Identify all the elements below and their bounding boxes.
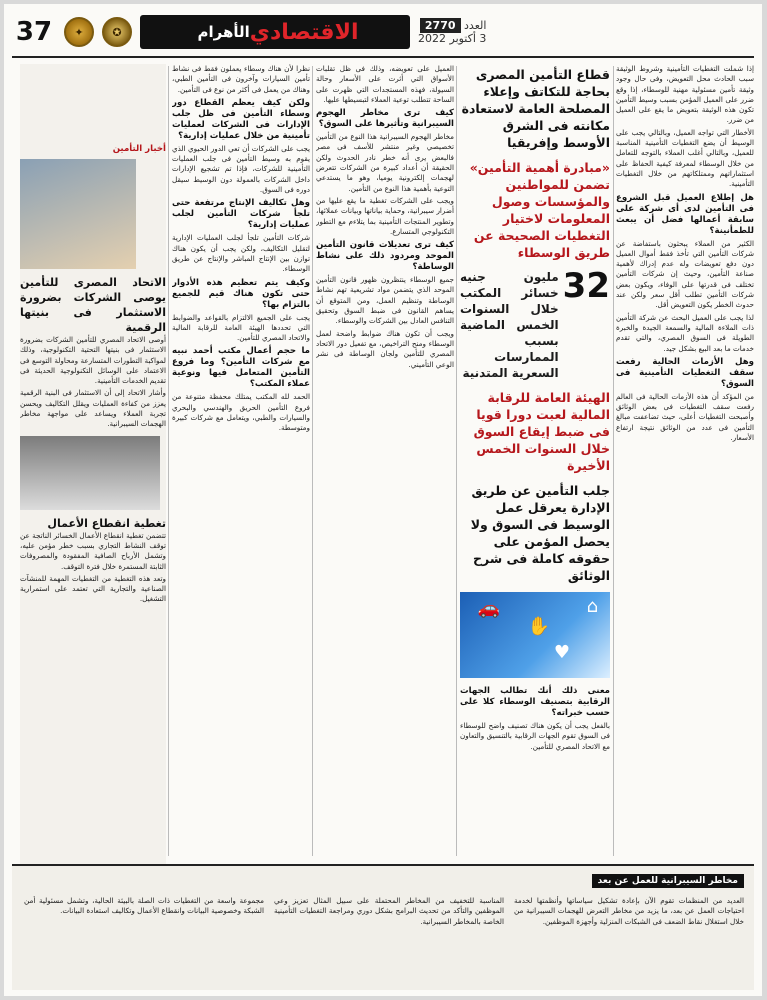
heart-icon: ♥ bbox=[553, 642, 570, 663]
paragraph: إذا شملت التغطيات التأمينية وشروط الوثيقة سبب الحادث محل التعويض، وفى حال وجود وثيقة تأمين مسئولية مهنية للوسطاء، إذا وقع ضرر على العميل المؤمن بسبب وسيط التأمين تكون هذه الوثيقة بتعويض ما يقع على العميل من ضرر. bbox=[616, 64, 754, 125]
paragraph: بالفعل يجب أن يكون هناك تصنيف واضح للوسطاء فى السوق تقوم الجهات الرقابية بالتنسيق والتعاون مع الاتحاد المصري للتأمين. bbox=[460, 721, 610, 751]
subheading: وهل الأزمات الحالية رفعت سقف التغطيات التأمينية فى السوق؟ bbox=[616, 356, 754, 389]
paragraph: يجب على الشركات أن تعي الدور الحيوي الذي يقوم به وسيط التأمين فى جلب العمليات التأمينية للشركات، فإذا تم تشجيع الإدارات داخل الشركات بالعمولة دون الوسيط سيقل دوره فى السوق. bbox=[172, 143, 310, 195]
subheading: ولكن كيف يعظم القطاع دور وسطاء التأمين فى ظل جلب الإدارات فى الشركات لعمليات تأمينية من خلال عمليات إدارية؟ bbox=[172, 97, 310, 141]
seal-icon: ✪ bbox=[102, 17, 132, 47]
paragraph: الأخطار التي تواجه العميل، وبالتالي يجب على الوسيط أن يضع التغطيات التأمينية المناسبة للعميل، وبالتالي أغلب العملاء بالتوجه للتعامل من خلال الوسطاء لمعرفة كيفية الحفاظ على استثماراتهم وممتلكاتهم من خلال التغطيات التأمينية. bbox=[616, 127, 754, 189]
paragraph: تتضمن تغطية انقطاع الأعمال الخسائر الناتجة عن توقف النشاط التجاري بسبب خطر مؤمن عليه، وتشمل الأرباح الصافية المفقودة والمصروفات الثابتة المستمرة خلال فترة التوقف. bbox=[20, 530, 166, 571]
paragraph: ويجب على الشركات تغطية ما يقع عليها من أضرار سيبرانية، وحماية بياناتها وبيانات عملائها، وتطوير المنتجات التأمينية بما يتلاءم مع التطور التكنولوجي المتسارع. bbox=[316, 195, 454, 236]
house-icon: ⌂ bbox=[586, 596, 598, 617]
paragraph: وتعد هذه التغطية من التغطيات المهمة للمنشآت الصناعية والتجارية التي تعتمد على استمرارية التشغيل. bbox=[20, 573, 166, 604]
subheading: وهل تكاليف الإنتاج مرتفعة حتى تلجأ شركات التأمين لجلب عمليات إدارية؟ bbox=[172, 198, 310, 231]
paragraph: شركات التأمين تلجأ لجلب العمليات الإدارية لتقليل التكاليف، ولكن يجب أن يكون هناك توازن بين الإنتاج المباشر والإنتاج عن طريق الوسطاء. bbox=[172, 233, 310, 274]
paragraph: جميع الوسطاء ينتظرون ظهور قانون التأمين الموحد الذي يتضمن مواد تشريعية تهم نشاط الوساطة وتنظيم العمل، ومن المتوقع أن يساهم القانون فى ضبط السوق وتحقيق التنافس العادل بين الشركات والوسطاء. bbox=[316, 275, 454, 326]
article-column-4 bbox=[172, 64, 310, 864]
paragraph: من المؤكد أن هذه الأزمات الحالية فى العالم رفعت سقف التغطيات فى بعض الوثائق وأصبحت التغطيات أعلى، حيث تضاعفت مبالغ التأمين فى عدد من الوثائق نتيجة ارتفاع الأسعار. bbox=[616, 391, 754, 443]
column-divider bbox=[312, 66, 313, 856]
logo-text: الاقتصادي bbox=[249, 19, 359, 45]
headline-initiative: «مبادرة أهمية التأمين» تضمن للمواطنين والمؤسسات وصول المعلومات لاختيار التغطيات الصحيحة عن طريق الوسطاء bbox=[469, 160, 610, 260]
paragraph: وأشار الاتحاد إلى أن الاستثمار فى البنية الرقمية يعزز من كفاءة العمليات ويقلل التكاليف ويحسن تجربة العملاء ويساعد على مواجهة مخاطر الهجمات السيبرانية. bbox=[20, 388, 166, 429]
subheading: كيف ترى مخاطر الهجوم السيبرانية وتأثيرها على السوق؟ bbox=[316, 108, 454, 130]
masthead bbox=[12, 10, 754, 54]
stat-callout bbox=[460, 266, 610, 381]
page-number: 37 bbox=[15, 17, 53, 47]
car-icon: 🚗 bbox=[477, 598, 500, 619]
paragraph: ويجب أن تكون هناك ضوابط واضحة لعمل الوسطاء ومنح التراخيص، مع تفعيل دور الاتحاد المصري للتأمين ولجان الوساطة فى نشر الوعي التأميني. bbox=[316, 328, 454, 369]
article-column-3 bbox=[316, 64, 454, 864]
column-divider bbox=[456, 66, 457, 856]
news-photo-1 bbox=[20, 159, 136, 269]
box-label: أخبار التأمين bbox=[112, 144, 166, 154]
stat-number: 32 bbox=[562, 266, 610, 306]
emblem-icon: ✦ bbox=[64, 17, 94, 47]
issue-number: 2770 bbox=[420, 18, 461, 33]
bottom-column-3: مجموعة واسعة من التغطيات ذات الصلة بالبيئة الحالية، وتشمل مسئولية أمن الشبكة وخصوصية البيانات وانقطاع الأعمال وتكاليف استعادة البيانات. bbox=[24, 896, 264, 916]
paragraph: أوصى الاتحاد المصري للتأمين الشركات بضرورة الاستثمار فى بنيتها التحتية التكنولوجية، وذلك لمواكبة التطورات المتسارعة ومحاولة التوسع فى الاعتماد على الوسائل التكنولوجية الحديثة فى تقديم الخدمات التأمينية. bbox=[20, 335, 166, 386]
logo-prefix: الأهرام bbox=[197, 23, 250, 41]
news-title-2: تغطية انقطاع الأعمال bbox=[47, 516, 166, 530]
newspaper-logo bbox=[140, 15, 410, 49]
news-title-1: الاتحاد المصرى للتأمين يوصى الشركات بضرورة الاستثمار فى بنيتها الرقمية bbox=[20, 276, 166, 334]
subheading: معنى ذلك أنك تطالب الجهات الرقابية بتصنيف الوسطاء كلا على حسب خبراته؟ bbox=[460, 686, 610, 718]
column-divider bbox=[168, 66, 169, 856]
news-photo-2 bbox=[20, 436, 160, 510]
headline-column bbox=[460, 64, 610, 864]
subheading: كيف ترى تعديلات قانون التأمين الموحد ومردود ذلك على نشاط الوساطة؟ bbox=[316, 240, 454, 273]
column-divider bbox=[613, 66, 614, 856]
bottom-column-2: المناسبة للتخفيف من المخاطر المحتملة على سبيل المثال تعزيز وعي الموظفين والتأكد من تحديث البرامج بشكل دوري ومراجعة التغطيات التأمينية الخاصة بالمخاطر السيبرانية. bbox=[274, 896, 504, 926]
bottom-column-1: العديد من المنظمات تقوم الآن بإعادة تشكيل سياساتها وأنظمتها لخدمة احتياجات العمل عن بعد، ما يزيد من مخاطر التعرض للهجمات السيبرانية من خلال استغلال نقاط الضعف فى الشبكات المنزلية وأجهزة الموظفين. bbox=[514, 896, 744, 926]
issue-info bbox=[418, 19, 486, 45]
subheading: ما حجم أعمال مكتب أحمد نبيه مع شركات التأمين؟ وما فروع التأمين المتعامل فيها ونوعية عملاء المكتب؟ bbox=[172, 346, 310, 390]
insurance-illustration bbox=[460, 592, 610, 678]
paragraph: لذا يجب على العميل البحث عن شركة التأمين ذات الملاءة المالية والسمعة الجيدة والخبرة الطويلة فى السوق المصري، والتي تقدم خدمات ما بعد البيع بشكل جيد. bbox=[616, 312, 754, 353]
subheading: وكيف يتم تعظيم هذه الأدوار حتى تكون هناك قيم للجميع بالتزام بها؟ bbox=[172, 277, 310, 310]
news-box-column bbox=[20, 64, 166, 864]
newspaper-page bbox=[4, 4, 762, 996]
paragraph: مخاطر الهجوم السيبرانية هذا النوع من التأمين تخصيصي وغير منتشر للأسف فى مصر فالبعض يرى أنه خطر نادر الحدوث ولكن الحقيقة أن أعداد كبيرة من الشركات تتعرض لهجمات إلكترونية يوميا، وهو ما يستدعي التوعية بأهمية هذا النوع من التأمين. bbox=[316, 132, 454, 193]
issue-date: 3 أكتوبر 2022 bbox=[418, 32, 487, 45]
bottom-feature-box bbox=[12, 864, 754, 990]
hand-icon: ✋ bbox=[527, 616, 550, 637]
paragraph: الحمد لله المكتب يمتلك محفظة متنوعة من فروع التأمين الحريق والهندسي والبحري والسيارات والطبي، ويتعامل مع شركات كبيرة ومتوسطة. bbox=[172, 392, 310, 433]
article-column-1 bbox=[616, 64, 754, 834]
headline-broker: جلب التأمين عن طريق الإدارة يعرقل عمل الوسيط فى السوق ولا يحصل المؤمن على حقوقه كاملة فى شرح الوثائق bbox=[470, 483, 610, 583]
paragraph: الكثير من العملاء يبحثون باستفاضة عن شركات التأمين التي تأخذ فقط أموال العميل دون دفع تعويضات وله عدم إدراك لأهمية صناعة التأمين، وحيث إن شركات التأمين تختلف فى قدرتها على الوفاء، ويكون بعض شركات التأمين تطلب أقل سعر ولكن عند حدوث الخطر يكون التعويض أقل. bbox=[616, 238, 754, 310]
masthead-divider bbox=[12, 56, 754, 58]
headline-regulator: الهيئة العامة للرقابة المالية لعبت دورا قويا فى ضبط إيقاع السوق خلال السنوات الخمس الأخيرة bbox=[473, 390, 610, 473]
issue-label: العدد bbox=[464, 19, 487, 32]
bottom-box-title: مخاطر السيبرانية للعمل عن بعد bbox=[592, 874, 744, 888]
paragraph: نظرا لأن هناك وسطاء يعملون فقط فى نشاط تأمين السيارات وآخرون فى التأمين الطبي، وهناك من يعمل فى أكثر من نوع فى التأمين. bbox=[172, 64, 310, 94]
headline-main: قطاع التأمين المصرى بحاجة للتكاتف وإعلاء المصلحة العامة لاستعادة مكانته فى الشرق الأوسط وإفريقيا bbox=[461, 67, 610, 150]
paragraph: العميل على تعويضه، وذلك فى ظل تقلبات الأسواق التي أثرت على الأسعار وحالة السيولة، فهذه المستجدات التي ظهرت على الساحة تتطلب توعية العملاء لتبسيطها عليها. bbox=[316, 64, 454, 104]
paragraph: يجب على الجميع الالتزام بالقواعد والضوابط التي تحددها الهيئة العامة للرقابة المالية والاتحاد المصري للتأمين. bbox=[172, 312, 310, 343]
subheading: هل إطلاع العميل قبل الشروع فى التأمين لدى أى شركة على سابقة أعمالها فضل أن يبعث للطمأنينة؟ bbox=[616, 192, 754, 236]
stat-text: مليون جنيه خسائر المكتب خلال السنوات الخمس الماضية بسبب الممارسات السعرية المتدنية bbox=[460, 270, 559, 380]
